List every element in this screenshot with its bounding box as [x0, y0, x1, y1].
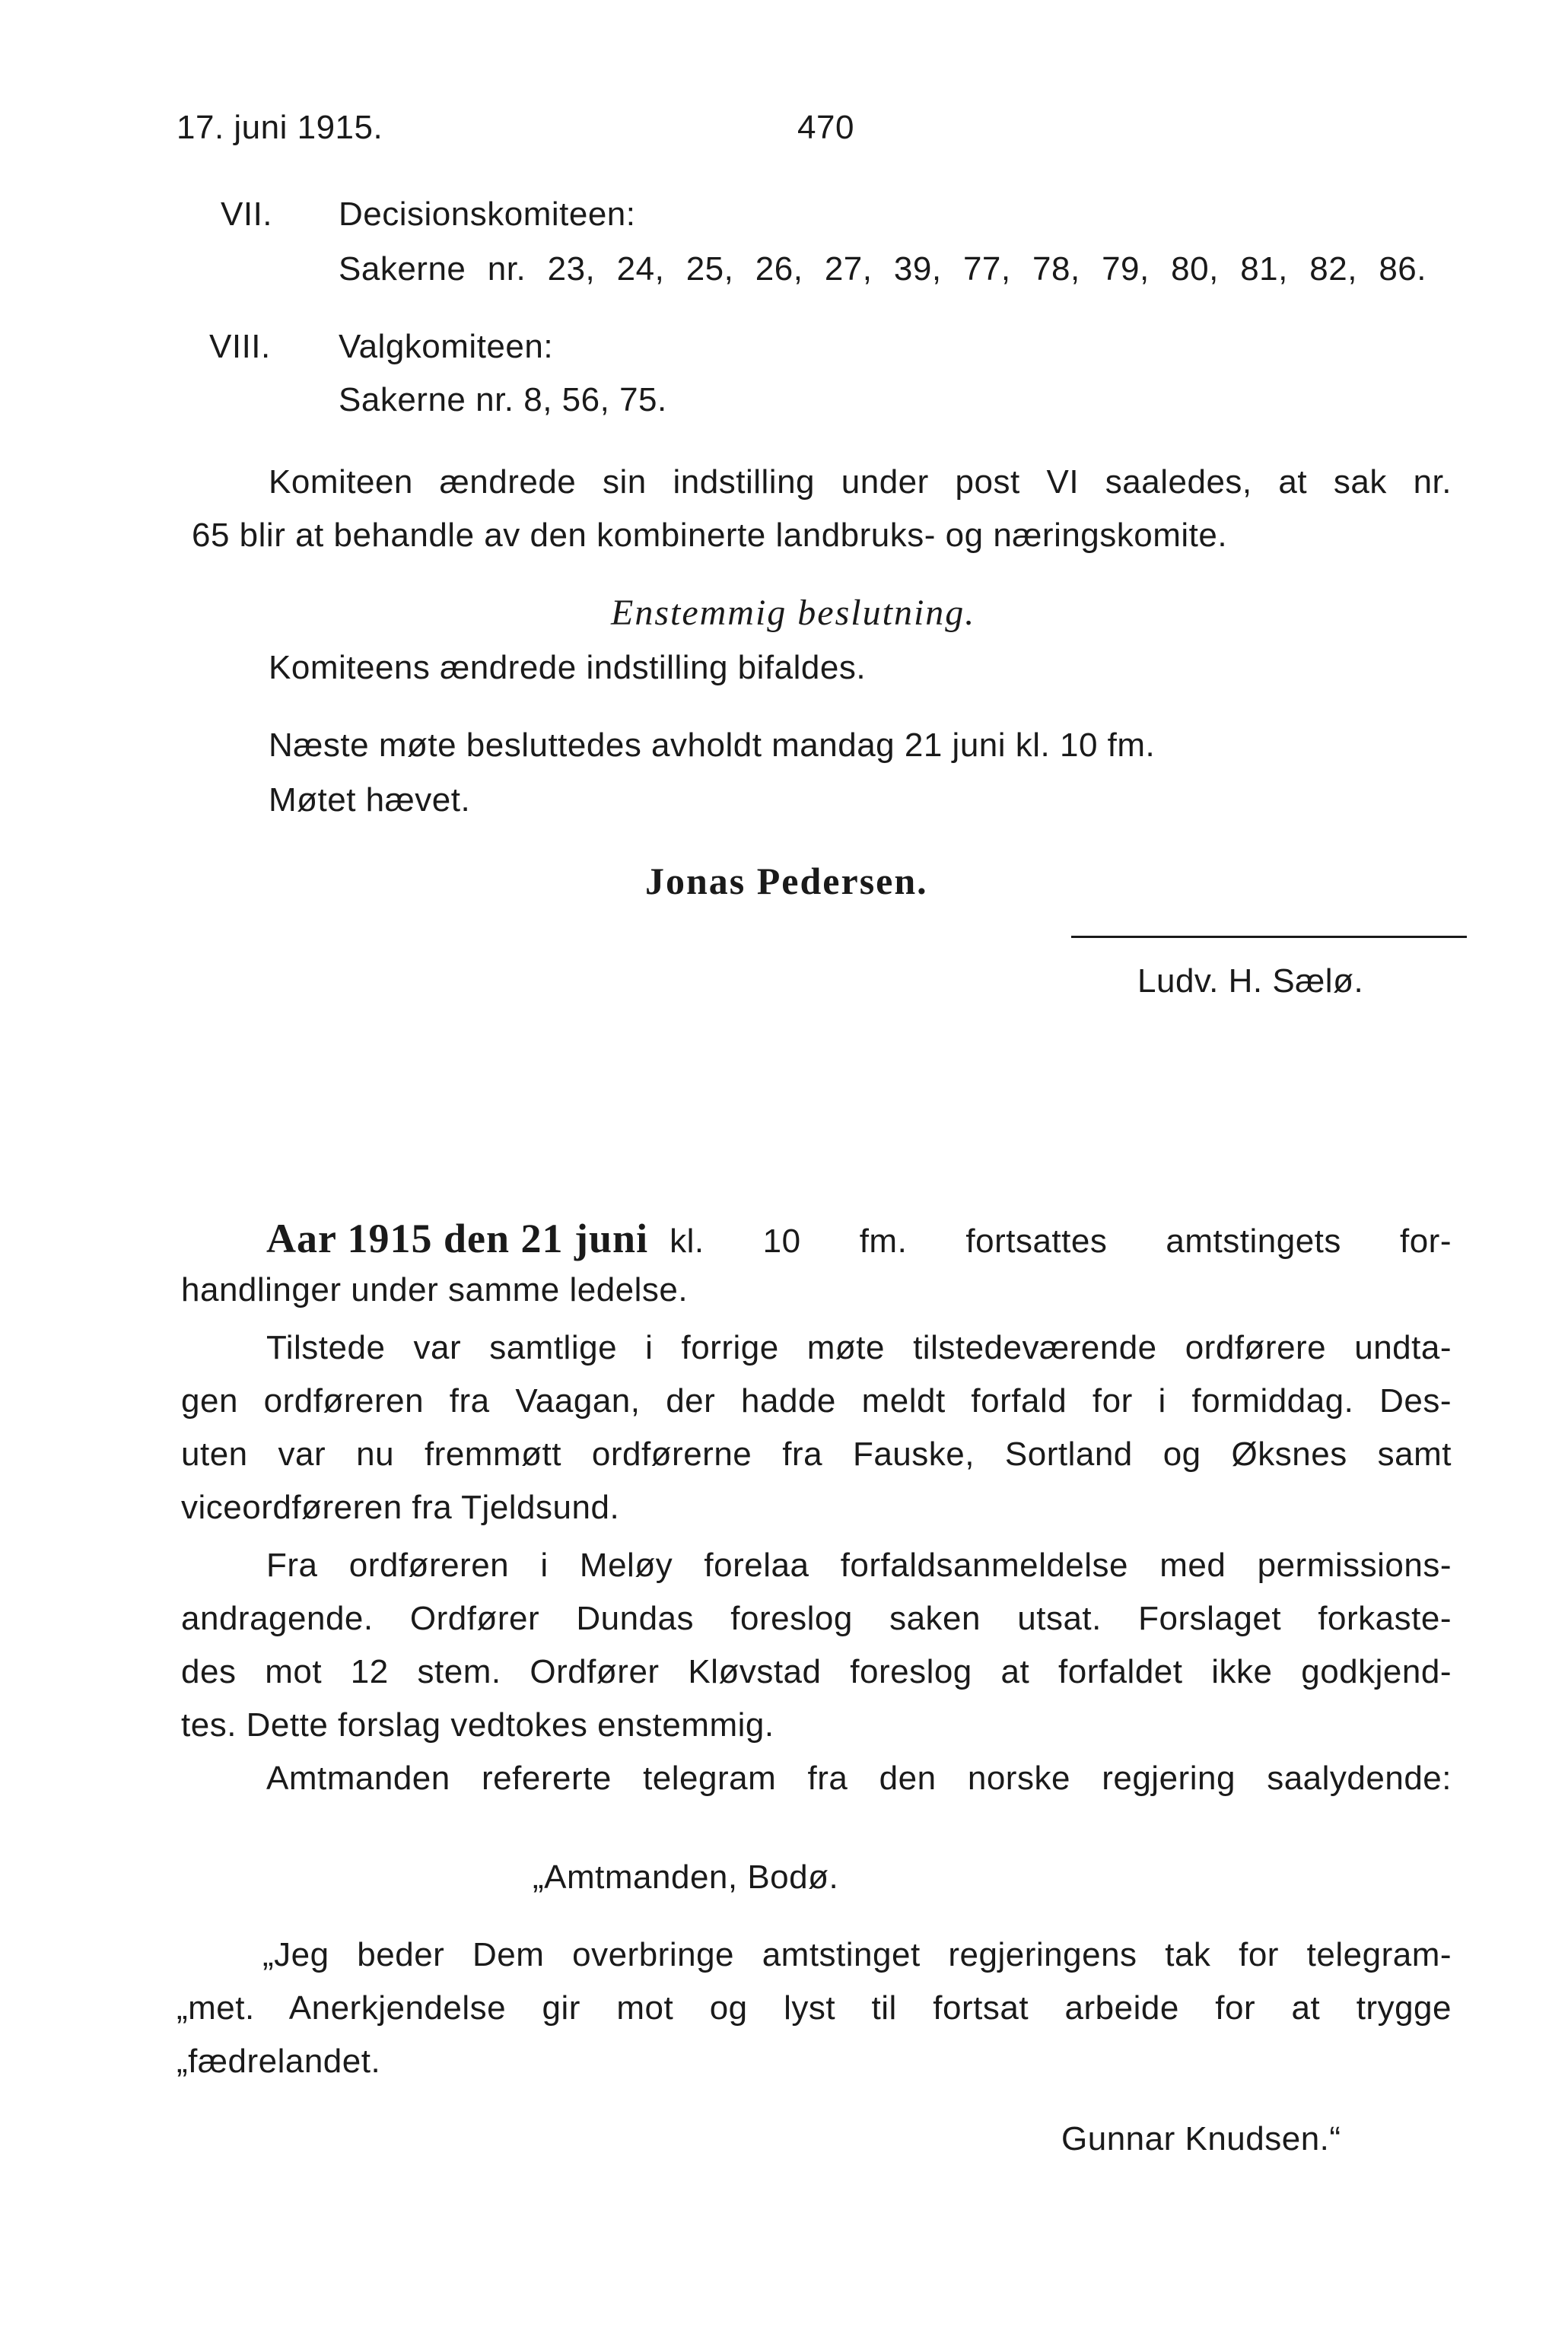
telegram-intro: Amtmanden refererte telegram fra den norske regjering saalydende: [266, 1760, 1452, 1797]
amendment-line-1: Komiteen ændrede sin indstilling under post VI saaledes, at sak nr. [269, 463, 1452, 501]
committee-name-election: Valgkomiteen: [339, 328, 554, 365]
absence-line-1: Fra ordføreren i Meløy forelaa forfaldsanmeldelse med permissions- [266, 1547, 1452, 1584]
telegram-line-3: „fædrelandet. [177, 2043, 381, 2080]
absence-line-4: tes. Dette forslag vedtokes enstemmig. [181, 1706, 774, 1744]
telegram-address: „Amtmanden, Bodø. [533, 1858, 839, 1896]
absence-line-3: des mot 12 stem. Ordfører Kløvstad foreslog at forfaldet ikke godkjend- [181, 1653, 1452, 1690]
session-date-bold: Aar 1915 den 21 juni [266, 1216, 649, 1261]
session-opening-line-2: handlinger under samme ledelse. [181, 1271, 689, 1308]
attendance-line-1: Tilstede var samtlige i forrige møte tilstedeværende ordførere undta- [266, 1329, 1452, 1366]
amendment-line-2: 65 blir at behandle av den kombinerte landbruks- og næringskomite. [192, 517, 1228, 554]
committee-name-decision: Decisionskomiteen: [339, 196, 636, 233]
committee-numeral-vii: VII. [221, 196, 273, 233]
header-date: 17. juni 1915. [177, 109, 383, 146]
session-opening-line [266, 1217, 1452, 1263]
attendance-line-4: viceordføreren fra Tjeldsund. [181, 1489, 620, 1526]
decision-text: Komiteens ændrede indstilling bifaldes. [269, 649, 867, 686]
secretary-signature: Ludv. H. Sælø. [1137, 962, 1364, 1000]
committee-cases-decision: Sakerne nr. 23, 24, 25, 26, 27, 39, 77, 78, 79, 80, 81, 82, 86. [339, 250, 1426, 288]
telegram-line-2: „met. Anerkjendelse gir mot og lyst til fortsat arbeide for at trygge [177, 1989, 1452, 2027]
next-meeting: Næste møte besluttedes avholdt mandag 21 juni kl. 10 fm. [269, 727, 1156, 764]
decision-heading: Enstemmig beslutning. [611, 593, 976, 633]
session-opening-rest: kl. 10 fm. fortsattes amtstingets for- [670, 1223, 1452, 1260]
absence-line-2: andragende. Ordfører Dundas foreslog saken utsat. Forslaget forkaste- [181, 1600, 1452, 1637]
committee-cases-election: Sakerne nr. 8, 56, 75. [339, 381, 667, 418]
meeting-adjourned: Møtet hævet. [269, 781, 471, 819]
page-number: 470 [797, 109, 854, 146]
attendance-line-3: uten var nu fremmøtt ordførerne fra Fauske, Sortland og Øksnes samt [181, 1436, 1452, 1473]
signature-rule [1071, 936, 1467, 938]
committee-numeral-viii: VIII. [209, 328, 271, 365]
attendance-line-2: gen ordføreren fra Vaagan, der hadde meldt forfald for i formiddag. Des- [181, 1382, 1452, 1420]
telegram-line-1: „Jeg beder Dem overbringe amtstinget regjeringens tak for telegram- [262, 1936, 1452, 1973]
chair-signature: Jonas Pedersen. [645, 860, 928, 902]
telegram-signature: Gunnar Knudsen.“ [1061, 2120, 1341, 2157]
